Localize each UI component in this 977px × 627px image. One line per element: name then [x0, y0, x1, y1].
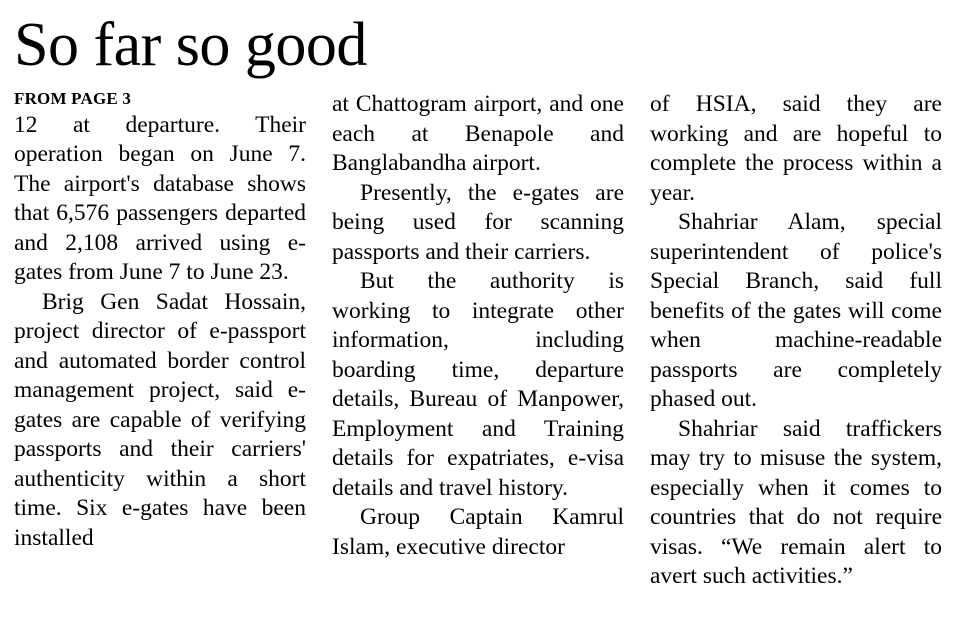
paragraph: Presently, the e-gates are being used for scanning passports and their carriers.	[332, 179, 624, 265]
article-column-3	[650, 90, 942, 592]
paragraph: Shahriar Alam, special superintendent of police's Special Branch, said full benefits of the gates will come when machine-readable passports are completely phased out.	[650, 209, 942, 412]
article-columns	[10, 90, 967, 592]
paragraph: Brig Gen Sadat Hossain, project director of e-passport and automated border control management project, said e-gates are capable of verifying passports and their carriers' authenticity within a short time. Six e-gates have been installed	[14, 288, 306, 551]
paragraph: 12 at departure. Their operation began on June 7. The airport's database shows that 6,576 passengers departed and 2,108 arrived using e-gates from June 7 to June 23.	[14, 111, 306, 286]
page-title: So far so good	[14, 11, 367, 79]
paragraph: But the authority is working to integrate other information, including boarding time, departure details, Bureau of Manpower, Employment and Training details for expatriates, e-visa details and travel history.	[332, 268, 624, 501]
paragraph: of HSIA, said they are working and are hopeful to complete the process within a year.	[650, 91, 942, 206]
article-column-1	[14, 90, 306, 553]
paragraph: at Chattogram airport, and one each at Benapole and Banglabandha airport.	[332, 91, 624, 176]
article-column-2	[332, 90, 624, 562]
paragraph: Group Captain Kamrul Islam, executive director	[332, 504, 624, 560]
continuation-kicker: FROM PAGE 3	[14, 89, 132, 108]
paragraph: Shahriar said traffickers may try to misuse the system, especially when it comes to countries that do not require visas. “We remain alert to avert such activities.”	[650, 415, 942, 589]
